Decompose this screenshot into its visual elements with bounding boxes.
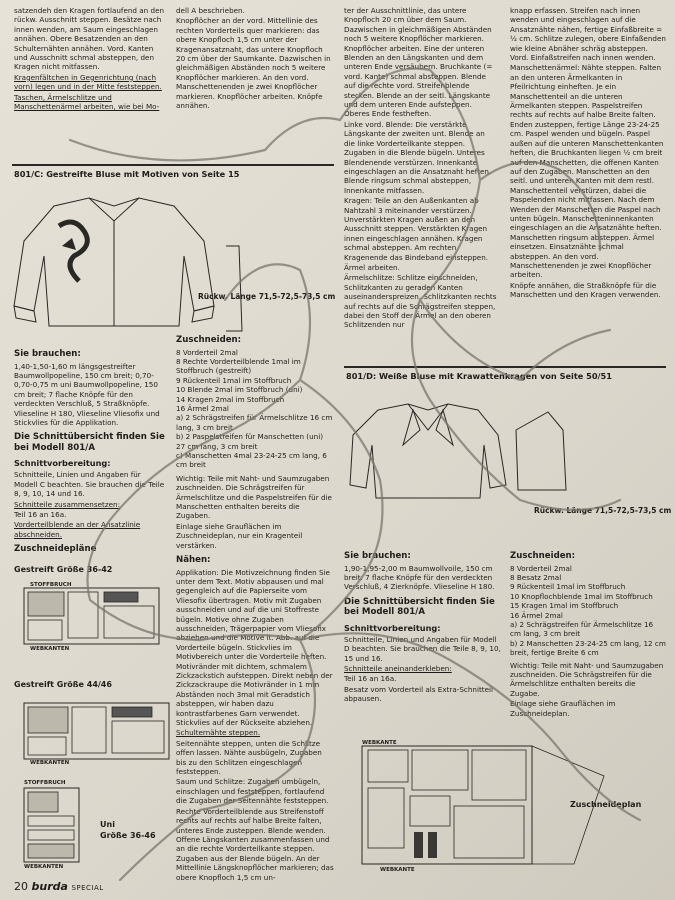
column-2-top-text: dell A beschrieben. Knopflöcher an der vord. Mittellinie des rechten Vorderteils quer markieren: das obere Knopfloch 1,5 cm unter der Kragenansatznaht, das untere Knopfloch 20 cm über der Saumkante. Dazwischen in gleichmäßigen Abständen noch 5 weitere Knopflöcher markieren. An den vord. Manschettenenden je zwei Knopflöcher markieren. Knopflöcher arbeiten. Knöpfe annähen.: [176, 6, 331, 111]
cutting-layout-1: [14, 578, 164, 656]
section-c-rule: [12, 164, 334, 166]
brand-special: SPECIAL: [71, 884, 104, 892]
column-3-top-text: ter der Ausschnittlinie, das untere Knopfloch 20 cm über dem Saum. Dazwischen in gleichmäßigen Abständen noch 5 weitere Knopflöcher markieren. Knopflöcher arbeiten. Eine der unteren Blenden an den Längskanten und dem unteren Ende versäubern. Bruchkante (= vord. Kante) schmal absteppen. Blende auf die rechte vord. Streifenblende stecken. Blende an der seitl. Längskante und dem unteren Ende aufsteppen. Oberes Ende festheften. Linke vord. Blende: Die verstärkte Längskante der zweiten unt. Blende an die linke Vorderteilkante steppen. Zugaben in die Blende bügeln. Unteres Blendenende verstürzen. Innenkante eingeschlagen an die Ansatznaht heften. Blende ringsum schmal absteppen, Innenkante mitfassen. Kragen: Teile an den Außenkanten ab Nahtzahl 3 miteinander verstürzen. Unverstärkten Kragen außen an den Ausschnitt steppen. Verstärkten Kragen innen eingeschlagen annähen. Kragen schmal absteppen. Am rechten Kragenende das Bindeband einsteppen. Ärmel arbeiten. Ärmelschlitze: Schlitze einschneiden, Schlitzkanten zu geraden Kanten auseinanderspreizen. Schlitzkanten rechts auf rechts auf die Schrägstreifen steppen, dabei den Stoff der Ärmel an den oberen Schlitzenden nur: [344, 6, 497, 330]
layout2-webkanten: WEBKANTEN: [30, 760, 70, 766]
section-d-title: 801/D: Weiße Bluse mit Krawattenkragen von Seite 50/51: [346, 371, 612, 381]
brand-logo: burda: [31, 880, 68, 893]
column-1-section-c: Sie brauchen: 1,40-1,50-1,60 m längsgestreifter Baumwollpopeline, 150 cm breit; 0,70-0,70-0,75 m uni Baumwollpopeline, 150 cm breit; 7 flache Knöpfe für den verdeckten Verschluß, 5 Straßknöpfe. Vlieseline H 180, Vlieseline Vliesofix und Stickvlies für die Applikation. Die Schnittübersicht finden Sie bei Modell 801/A Schnittvorbereitung: Schnitteile, Linien und Angaben für Modell C beachten. Sie brauchen die Teile 8, 9, 10, 14 und 16. Schnitteile zusammensetzen: Teil 16 an 16a. Vorderteilblende an der Ansatzlinie abschneiden. Zuschneidepläne: [14, 349, 165, 555]
layout3-webkanten: WEBKANTEN: [24, 864, 64, 870]
column-4-section-d: Zuschneiden: 8 Vorderteil 2mal 8 Besatz 2mal 9 Rückenteil 1mal im Stoffbruch 10 Knopflochblende 1mal im Stoffbruch 15 Kragen 1mal im Stoffbruch 16 Ärmel 2mal a) 2 Schrägstreifen für Ärmelschlitze 16 cm lang, 3 cm breit b) 2 Manschetten 23-24-25 cm lang, 12 cm breit, fertige Breite 6 cm Wichtig: Teile mit Naht- und Saumzugaben zuschneiden. Die Schrägstreifen für die Ärmelschlitze enthalten bereits die Zugabe. Einlage siehe Grauflächen im Zuschneideplan.: [510, 551, 666, 718]
column-2-section-c: Zuschneiden: 8 Vorderteil 2mal 8 Rechte Vorderteilblende 1mal im Stoffbruch (gestreift) 9 Rückenteil 1mal im Stoffbruch 10 Blende 2mal im Stoffbruch (uni) 14 Kragen 2mal im Stoffbruch 16 Ärmel 2mal a) 2 Schrägstreifen für Ärmelschlitze 16 cm lang, 3 cm breit b) 2 Paspelstreifen für Manschetten (uni) 27 cm lang, 3 cm breit c) Manschetten 4mal 23-24-25 cm lang, 6 cm breit Wichtig: Teile mit Naht- und Saumzugaben zuschneiden. Die Schrägstreifen für Ärmelschlitze und die Paspelstreifen für die Manschetten enthalten bereits die Zugaben. Einlage siehe Grauflächen im Zuschneideplan, nur ein Kragenteil verstärken. Nähen: Applikation: Die Motivzeichnung finden Sie unter dem Text. Motiv abpausen und mal gegengleich auf die Papierseite vom Vliesofix übertragen. Motiv mit Zugaben ausschneiden und auf die uni Stoffreste bügeln. Motive ohne Zugaben ausschneiden, Trägerpapier vom Vliesofix abziehen und die Motive lt. Abb. auf die Vorderteile bügeln. Stickvlies im Motivbereich unter die Vorderteile heften. Motivränder mit dichtem, schmalem Zickzackstich aufsteppen. Direkt neben der Zickzackraupe die Motivränder in 1 mm Abständen noch 3mal mit Geradstich absteppen, wir haben dazu kontrastfarbenes Garn verwendet. Stickvlies auf der Rückseite abziehen. Schulternähte steppen. Seitennähte steppen, unten die Schlitze offen lassen. Nähte ausbügeln, Zugaben bis zu den Schlitzen eingeschlagen feststeppen. Saum und Schlitze: Zugaben umbügeln, einschlagen und feststeppen, fortlaufend die Zugaben der Seitennähte feststeppen. Rechte Vorderteilblende aus Streifenstoff rechts auf rechts auf halbe Breite falten, unteres Ende zusteppen. Blende wenden. Offene Längskanten zusammenfassen und an die rechte Vorderteilkante steppen. Zugaben aus der Blende bügeln. An der Mittellinie Längsknopflöcher markieren; das obere Knopfloch 1,5 cm un-: [176, 335, 334, 882]
column-1-top-text: satzendeh den Kragen fortlaufend an den rückw. Ausschnitt steppen. Besätze nach innen wenden, am Saum eingeschlagen annähen. Obere Besatzenden an den Schulternähten annähen. Vord. Kanten und Ausschnitt schmal absteppen, den Kragen nicht mitfassen. Kragenfältchen in Gegenrichtung (nach vorn) legen und in der Mitte feststeppen. Taschen, Ärmelschlitze und Manschettenärmel arbeiten, wie bei Mo-: [14, 6, 165, 112]
page-number: 20: [14, 880, 28, 893]
layout1-webkanten: WEBKANTEN: [30, 646, 70, 652]
plan-1-title: Gestreift Größe 36-42: [14, 565, 113, 574]
layout-d-title: Zuschneideplan: [570, 800, 642, 809]
section-d-rule: [344, 366, 666, 368]
blouse-d-drawing: [348, 390, 578, 500]
plan-2-title: Gestreift Größe 44/46: [14, 680, 112, 689]
layout-d-webkante-bottom: WEBKANTE: [380, 867, 415, 873]
layout3-stoffbruch: STOFFBRUCH: [24, 780, 66, 786]
plan-3-size: Größe 36-46: [100, 831, 156, 840]
section-d-measure: Rückw. Länge 71,5-72,5-73,5 cm: [534, 506, 672, 515]
section-c-title: 801/C: Gestreifte Bluse mit Motiven von Seite 15: [14, 169, 240, 179]
layout-d-webkante: WEBKANTE: [362, 740, 397, 746]
cutting-layout-3: [14, 778, 84, 868]
page-footer: [14, 880, 104, 893]
layout1-stoffbruch: STOFFBRUCH: [30, 582, 72, 588]
section-c-measure: Rückw. Länge 71,5-72,5-73,5 cm: [198, 292, 336, 301]
blouse-c-drawing: [14, 186, 244, 336]
column-4-top-text: knapp erfassen. Streifen nach innen wenden und eingeschlagen auf die Ansatznähte nähen, fertige Einfaßbreite = ½ cm. Schlitze zulegen, obere Einfaßenden wie kleine Abnäher schräg absteppen. Vord. Einfaßstreifen nach innen wenden. Manschettenärmel: Nähte steppen. Falten an den unteren Ärmelkanten in Pfeilrichtung einheften. Je ein Manschettenteil an die unteren Ärmelkanten steppen. Paspelstreifen rechts auf rechts auf halbe Breite falten. Enden zusteppen, fertige Länge 23-24-25 cm. Paspel wenden und bügeln. Paspel außen auf die unteren Manschettenkanten heften, die Bruchkanten liegen ½ cm breit auf den Manschetten, die offenen Kanten auf den Zugaben. Manschetten an den seitl. und unteren Kanten mit dem restl. Manschettenteil verstürzen, dabei die Paspelenden nicht mitfassen. Nach dem Wenden der Manschetten die Paspel nach unten bügeln. Manschetteninnenkanten eingeschlagen an die Ansatznähte heften. Manschetten ringsum absteppen. Ärmel einsetzen. Einsatznähte schmal absteppen. An den vord. Manschettenenden je zwei Knopflöcher arbeiten. Knöpfe annähen, die Straßknöpfe für die Manschetten und den Kragen verwenden.: [510, 6, 666, 300]
column-3-section-d: Sie brauchen: 1,90-1,95-2,00 m Baumwollvoile, 150 cm breit. 7 flache Knöpfe für den verdeckten Verschluß, 4 Zierknöpfe. Vlieseline H 180. Die Schnittübersicht finden Sie bei Modell 801/A Schnittvorbereitung: Schnitteile, Linien und Angaben für Modell D beachten. Sie brauchen die Teile 8, 9, 10, 15 und 16. Schnitteile aneinanderkleben: Teil 16 an 16a. Besatz vom Vorderteil als Extra-Schnitteil abpausen.: [344, 551, 501, 704]
plan-3-title: Uni: [100, 820, 115, 829]
